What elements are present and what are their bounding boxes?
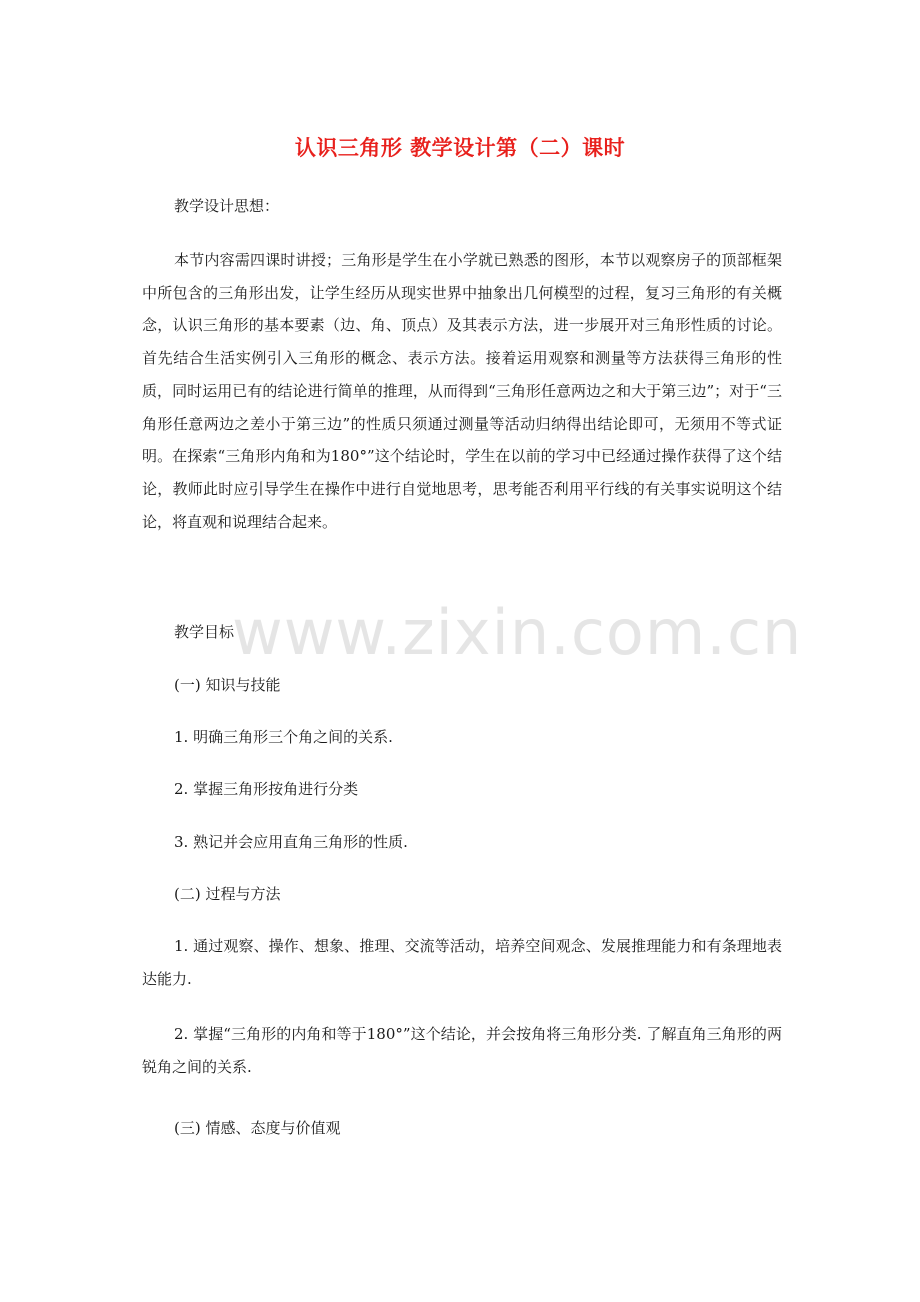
section2-heading: (二) 过程与方法 bbox=[174, 885, 281, 903]
watermark: www.zixin.com.cn bbox=[232, 596, 803, 669]
section3-heading: (三) 情感、态度与价值观 bbox=[174, 1119, 341, 1137]
section1-item: 2. 掌握三角形按角进行分类 bbox=[174, 780, 359, 798]
goals-heading: 教学目标 bbox=[174, 623, 235, 641]
section1-item: 1. 明确三角形三个角之间的关系. bbox=[174, 728, 393, 746]
section1-item: 3. 熟记并会应用直角三角形的性质. bbox=[174, 833, 408, 851]
section2-item: 2. 掌握“三角形的内角和等于180°”这个结论，并会按角将三角形分类. 了解直角三角形的两锐角之间的关系. bbox=[142, 1025, 782, 1076]
design-paragraph: 本节内容需四课时讲授；三角形是学生在小学就已熟悉的图形，本节以观察房子的顶部框架中所包含的三角形出发，让学生经历从现实世界中抽象出几何模型的过程，复习三角形的有关概念，认识三角形的基本要素（边、角、顶点）及其表示方法，进一步展开对三角形性质的讨论。首先结合生活实例引入三角形的概念、表示方法。接着运用观察和测量等方法获得三角形的性质，同时运用已有的结论进行简单的推理，从而得到“三角形任意两边之和大于第三边”；对于“三角形任意两边之差小于第三边”的性质只须通过测量等活动归纳得出结论即可，无须用不等式证明。在探索“三角形内角和为180°”这个结论时，学生在以前的学习中已经通过操作获得了这个结论，教师此时应引导学生在操作中进行自觉地思考，思考能否利用平行线的有关事实说明这个结论，将直观和说理结合起来。 bbox=[142, 251, 782, 531]
document-title: 认识三角形 教学设计第（二）课时 bbox=[294, 136, 626, 160]
design-heading: 教学设计思想： bbox=[174, 197, 280, 215]
section1-heading: (一) 知识与技能 bbox=[174, 676, 281, 694]
section2-item: 1. 通过观察、操作、想象、推理、交流等活动，培养空间观念、发展推理能力和有条理地表达能力. bbox=[142, 937, 782, 988]
